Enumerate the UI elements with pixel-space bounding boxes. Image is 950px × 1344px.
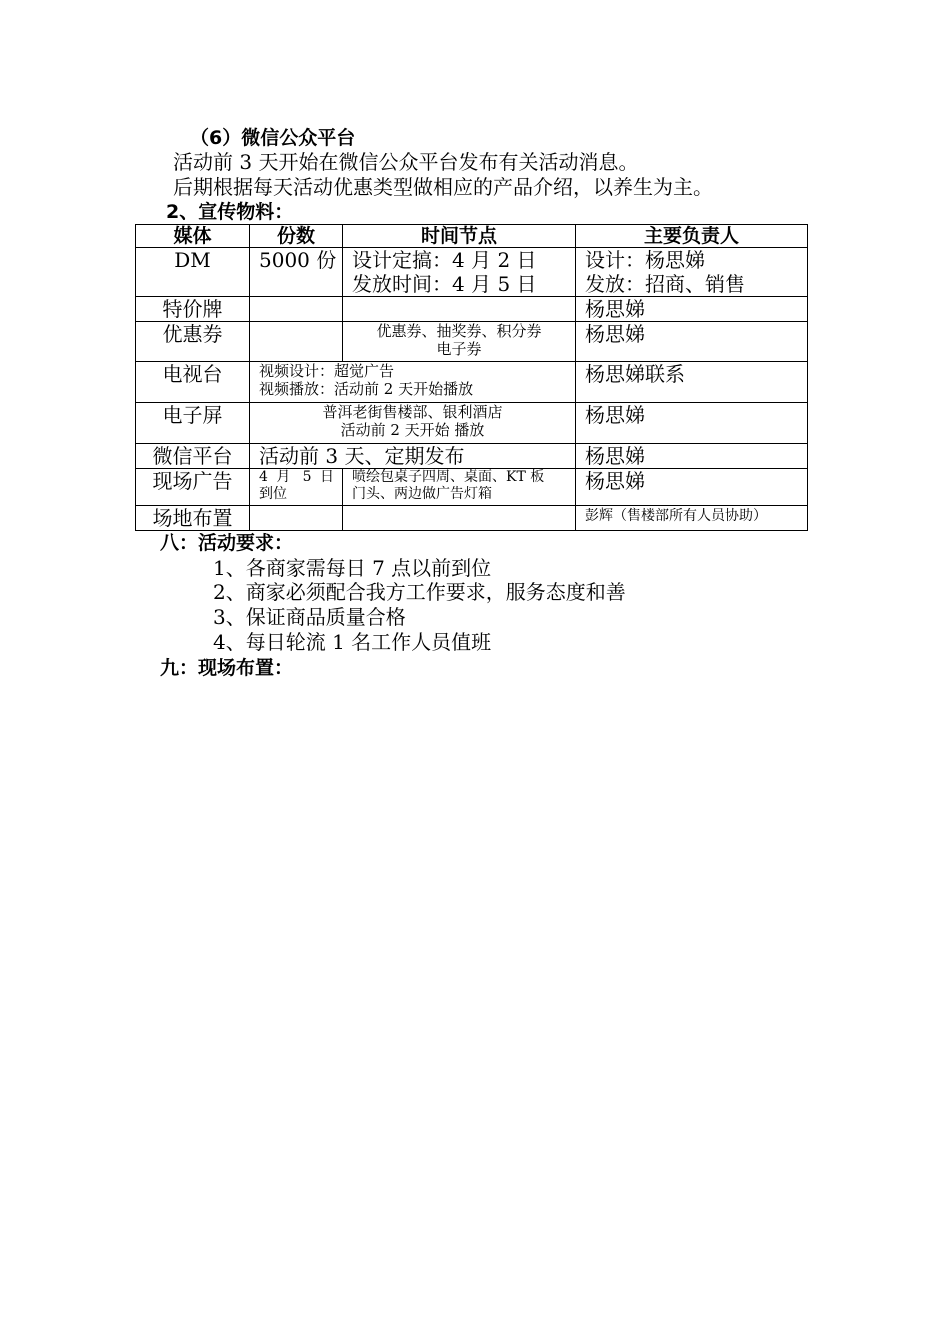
column-header: 媒体 (136, 225, 250, 248)
time-line: 喷绘包桌子四周、桌面、KT 板 (352, 469, 545, 485)
owner-cell (576, 248, 808, 297)
time-cell (343, 248, 576, 297)
section-heading-site-layout: 九：现场布置： (160, 657, 294, 679)
time-cell (343, 506, 576, 531)
table-header-row (136, 225, 808, 248)
section-heading-materials: 2、宣传物料： (166, 201, 294, 223)
table-row (136, 362, 808, 403)
paragraph-line: 后期根据每天活动优惠类型做相应的产品介绍，以养生为主。 (173, 175, 713, 199)
column-header: 主要负责人 (576, 225, 808, 248)
time-line: 电子券 (436, 340, 482, 358)
quantity-cell (250, 322, 343, 362)
owner-line: 设计：杨思娣 (585, 248, 705, 272)
column-header: 份数 (250, 225, 343, 248)
table-row (136, 248, 808, 297)
time-cell (343, 297, 576, 322)
list-item: 3、保证商品质量合格 (213, 605, 406, 629)
column-header: 时间节点 (343, 225, 576, 248)
table-row (136, 469, 808, 506)
quantity-cell (250, 469, 343, 506)
quantity-cell: 5000 份 (250, 248, 343, 297)
quantity-cell (250, 297, 343, 322)
owner-cell: 杨思娣 (576, 297, 808, 322)
detail-cell (250, 403, 576, 444)
table-row (136, 506, 808, 531)
media-cell: 特价牌 (136, 297, 250, 322)
table-row (136, 297, 808, 322)
detail-line: 视频播放：活动前 2 天开始播放 (259, 380, 474, 398)
owner-cell: 杨思娣 (576, 322, 808, 362)
materials-table (135, 224, 808, 531)
table-row (136, 444, 808, 469)
detail-cell: 活动前 3 天、定期发布 (250, 444, 576, 469)
time-cell (343, 469, 576, 506)
media-cell: 场地布置 (136, 506, 250, 531)
owner-cell: 杨思娣联系 (576, 362, 808, 403)
table-row (136, 322, 808, 362)
owner-line: 发放：招商、销售 (585, 272, 745, 296)
time-cell (343, 322, 576, 362)
media-cell: 电视台 (136, 362, 250, 403)
time-line: 设计定搞：4 月 2 日 (352, 248, 537, 272)
time-line: 门头、两边做广告灯箱 (352, 486, 492, 502)
list-item: 1、各商家需每日 7 点以前到位 (213, 556, 492, 580)
owner-cell: 杨思娣 (576, 469, 808, 506)
media-cell: 优惠券 (136, 322, 250, 362)
table-row (136, 403, 808, 444)
time-line: 发放时间：4 月 5 日 (352, 272, 537, 296)
media-cell: 现场广告 (136, 469, 250, 506)
list-item: 4、每日轮流 1 名工作人员值班 (213, 630, 492, 654)
paragraph-line: 活动前 3 天开始在微信公众平台发布有关活动消息。 (173, 150, 639, 174)
media-cell: 微信平台 (136, 444, 250, 469)
quantity-line: 4 月 5 日 (259, 469, 334, 485)
owner-cell: 彭辉（售楼部所有人员协助） (576, 506, 808, 531)
detail-line: 普洱老街售楼部、银利酒店 (322, 403, 503, 421)
detail-line: 活动前 2 天开始 播放 (340, 421, 485, 439)
list-item: 2、商家必须配合我方工作要求，服务态度和善 (213, 580, 626, 604)
section-heading-requirements: 八：活动要求： (160, 532, 294, 554)
quantity-line: 到位 (259, 486, 287, 502)
owner-cell: 杨思娣 (576, 403, 808, 444)
detail-cell (250, 362, 576, 403)
detail-line: 视频设计：超觉广告 (259, 362, 395, 380)
time-line: 优惠券、抽奖券、积分券 (376, 322, 542, 340)
section-heading-wechat: （6）微信公众平台 (190, 127, 356, 149)
media-cell: 电子屏 (136, 403, 250, 444)
quantity-cell (250, 506, 343, 531)
media-cell: DM (136, 248, 250, 297)
owner-cell: 杨思娣 (576, 444, 808, 469)
